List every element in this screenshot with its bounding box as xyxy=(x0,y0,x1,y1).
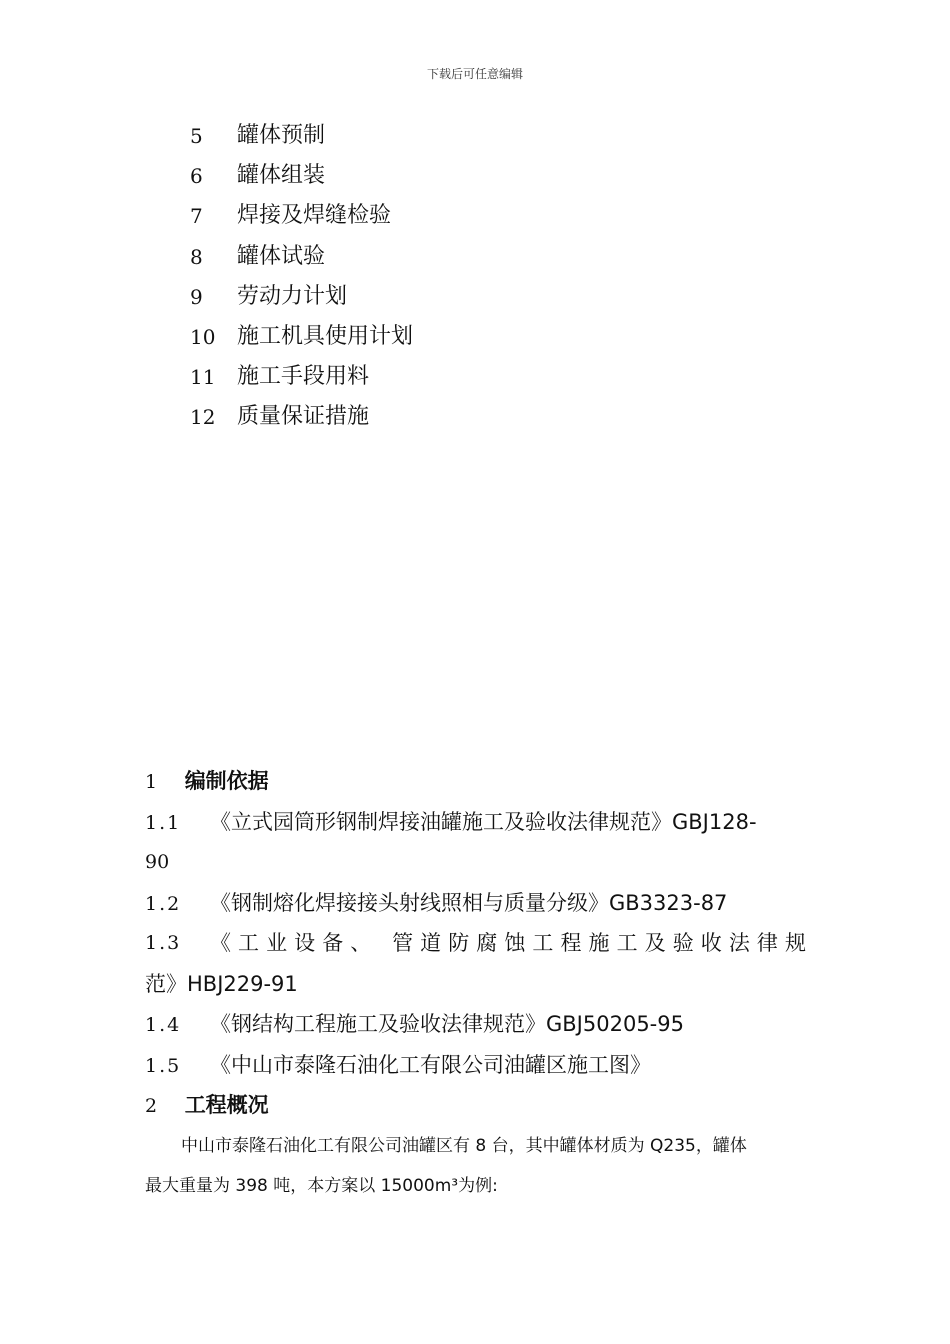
reference-item xyxy=(145,924,810,965)
section-title: 编制依据 xyxy=(184,769,269,793)
reference-number: 1.4 xyxy=(145,1014,182,1036)
section-number: 1 xyxy=(145,771,158,793)
toc-item-title: 质量保证措施 xyxy=(237,404,370,430)
paragraph-line: 最大重量为 398 吨，本方案以 15000m³为例: xyxy=(145,1176,498,1196)
reference-text: 《中山市泰隆石油化工有限公司油罐区施工图》 xyxy=(210,1052,651,1077)
toc-item-title: 施工机具使用计划 xyxy=(237,323,414,349)
document-body xyxy=(145,762,810,1208)
toc-item-title: 罐体预制 xyxy=(237,123,326,148)
reference-number: 1.1 xyxy=(145,811,182,834)
toc-item-title: 施工手段用料 xyxy=(237,364,370,390)
reference-text: 《立式园筒形钢制焊接油罐施工及验收法律规范》GBJ128- xyxy=(210,809,757,834)
toc-item-number: 8 xyxy=(190,244,203,269)
reference-number: 1.3 xyxy=(145,932,182,954)
paragraph-line: 中山市泰隆石油化工有限公司油罐区有 8 台，其中罐体材质为 Q235，罐体 xyxy=(181,1135,747,1156)
toc-item-number: 9 xyxy=(190,284,203,309)
toc-item-number: 7 xyxy=(190,204,203,229)
toc-item-number: 12 xyxy=(190,405,216,430)
toc-item-number: 6 xyxy=(190,164,203,189)
section-heading xyxy=(145,762,810,803)
reference-continuation: 90 xyxy=(145,851,170,873)
page-header: 下载后可任意编辑 xyxy=(426,67,523,81)
reference-continuation: 范》HBJ229-91 xyxy=(145,971,298,996)
reference-number: 1.5 xyxy=(145,1054,182,1077)
toc-item-number: 5 xyxy=(190,124,203,148)
toc-item-number: 10 xyxy=(190,324,216,349)
reference-number: 1.2 xyxy=(145,892,182,915)
reference-item xyxy=(145,884,810,925)
toc-item-title: 焊接及焊缝检验 xyxy=(237,203,392,229)
overview-paragraph xyxy=(145,1127,810,1208)
section-heading xyxy=(145,1086,810,1127)
toc-item-title: 罐体试验 xyxy=(237,243,326,269)
reference-text: 《钢制熔化焊接接头射线照相与质量分级》GB3323-87 xyxy=(210,890,728,915)
section-number: 2 xyxy=(145,1095,158,1117)
toc-item-title: 劳动力计划 xyxy=(237,283,348,309)
reference-item xyxy=(145,803,810,844)
section-title: 工程概况 xyxy=(184,1093,269,1117)
reference-item xyxy=(145,1046,810,1087)
toc-item-title: 罐体组装 xyxy=(237,163,326,189)
reference-item xyxy=(145,1005,810,1046)
reference-text: 《钢结构工程施工及验收法律规范》GBJ50205-95 xyxy=(210,1012,684,1036)
reference-text: 《工业设备、 管道防腐蚀工程施工及验收法律规 xyxy=(210,931,810,955)
toc-item-number: 11 xyxy=(190,365,216,390)
